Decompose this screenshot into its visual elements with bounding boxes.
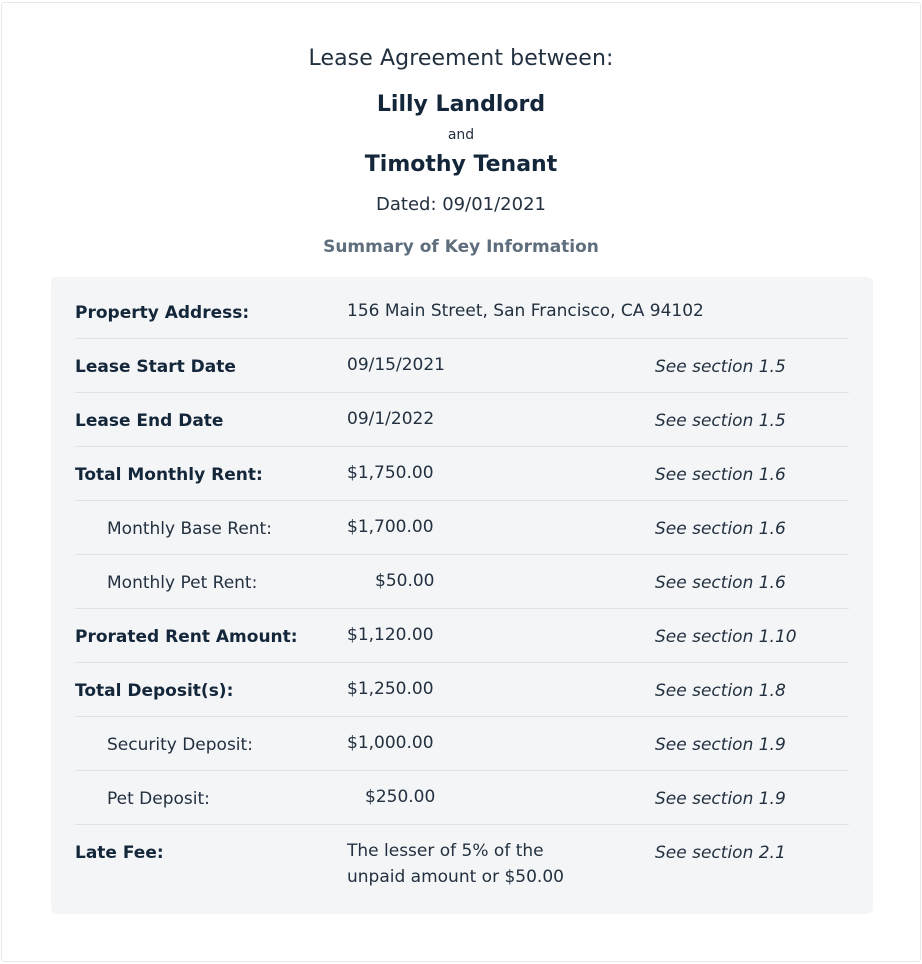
row-value: 09/1/2022 (347, 409, 435, 429)
row-label: Lease End Date (75, 411, 224, 431)
row-label: Late Fee: (75, 843, 164, 863)
row-value-line-2: unpaid amount or $50.00 (347, 867, 564, 887)
row-label: Total Deposit(s): (75, 681, 234, 701)
row-value: $50.00 (375, 571, 435, 591)
row-lease-end-date (75, 393, 849, 447)
row-monthly-base-rent (75, 501, 849, 555)
row-value: $1,700.00 (347, 517, 434, 537)
row-label: Monthly Base Rent: (107, 519, 272, 539)
section-reference: See section 1.5 (655, 357, 786, 377)
section-reference: See section 1.6 (655, 573, 786, 593)
row-value: $1,750.00 (347, 463, 434, 483)
document-title: Lease Agreement between: (308, 46, 614, 71)
section-reference: See section 1.9 (655, 789, 786, 809)
row-label: Security Deposit: (107, 735, 253, 755)
lease-document (1, 2, 921, 962)
row-value: $1,000.00 (347, 733, 434, 753)
row-prorated-rent (75, 609, 849, 663)
summary-heading: Summary of Key Information (323, 237, 599, 257)
section-reference: See section 1.8 (655, 681, 786, 701)
row-total-deposits (75, 663, 849, 717)
row-label: Total Monthly Rent: (75, 465, 263, 485)
section-reference: See section 1.6 (655, 519, 786, 539)
landlord-name: Lilly Landlord (376, 92, 546, 117)
row-label: Pet Deposit: (107, 789, 210, 809)
row-value: 09/15/2021 (347, 355, 445, 375)
row-label: Prorated Rent Amount: (75, 627, 298, 647)
row-label: Lease Start Date (75, 357, 236, 377)
section-reference: See section 2.1 (655, 843, 786, 863)
tenant-name: Timothy Tenant (364, 152, 558, 177)
row-late-fee (75, 825, 849, 905)
row-property-address (75, 287, 849, 339)
row-lease-start-date (75, 339, 849, 393)
row-label: Monthly Pet Rent: (107, 573, 258, 593)
section-reference: See section 1.10 (655, 627, 797, 647)
summary-table (51, 277, 873, 914)
row-total-monthly-rent (75, 447, 849, 501)
row-value: $1,250.00 (347, 679, 434, 699)
row-value: $250.00 (365, 787, 436, 807)
row-monthly-pet-rent (75, 555, 849, 609)
row-security-deposit (75, 717, 849, 771)
row-pet-deposit (75, 771, 849, 825)
row-label: Property Address: (75, 303, 250, 323)
row-value: 156 Main Street, San Francisco, CA 94102 (347, 301, 704, 321)
dated-line: Dated: 09/01/2021 (376, 194, 546, 215)
section-reference: See section 1.5 (655, 411, 786, 431)
section-reference: See section 1.6 (655, 465, 786, 485)
row-value: $1,120.00 (347, 625, 434, 645)
conjunction-text: and (447, 127, 475, 143)
row-value-line-1: The lesser of 5% of the (347, 841, 544, 861)
section-reference: See section 1.9 (655, 735, 786, 755)
